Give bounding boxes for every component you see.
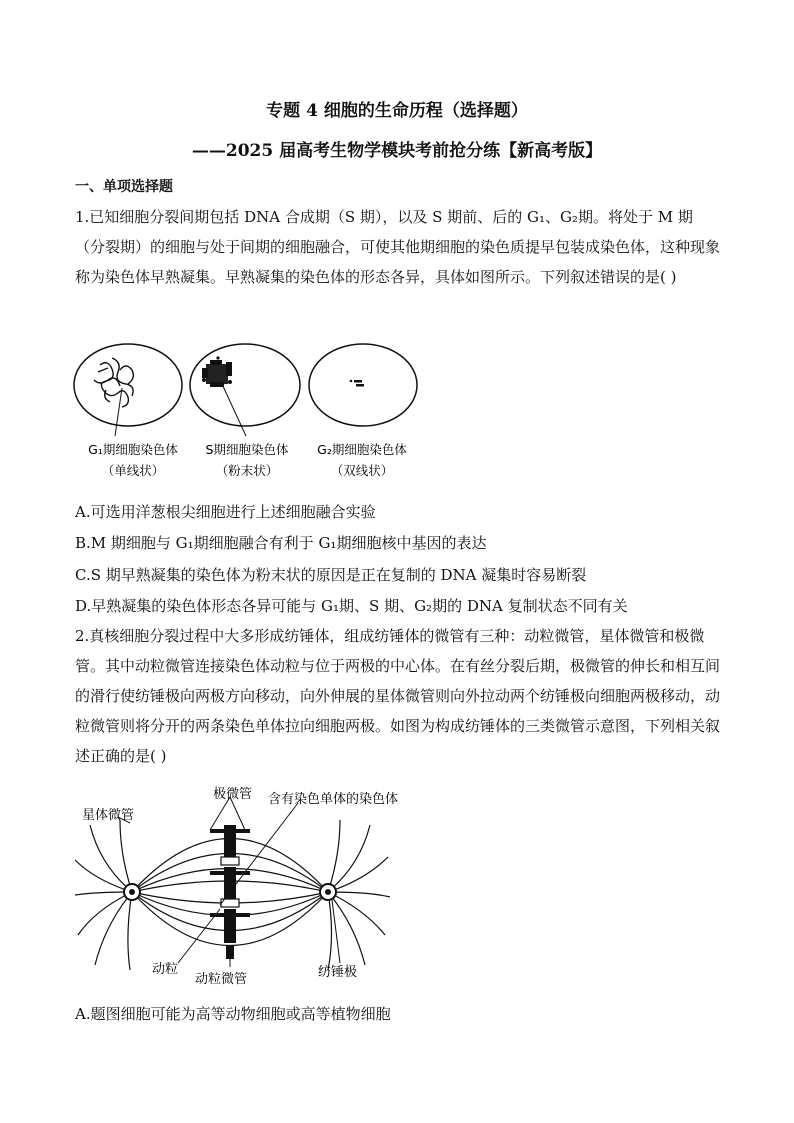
kinetochore-label: 动粒 bbox=[152, 962, 179, 977]
polar-microtubule-label: 极微管 bbox=[213, 787, 253, 802]
g2-chromosome-doubles bbox=[350, 380, 364, 387]
g1-chromosome-threads bbox=[94, 358, 133, 407]
g1-caption-sub: （单线状） bbox=[101, 463, 165, 478]
spindle-pole-label: 纺锤极 bbox=[318, 965, 358, 980]
q1-option-b: B.M 期细胞与 G₁期细胞融合有利于 G₁期细胞核中基因的表达 bbox=[75, 534, 487, 552]
kinetochore-microtubule-label: 动粒微管 bbox=[195, 972, 248, 987]
spindle-figure bbox=[70, 785, 470, 995]
section-heading: 一、单项选择题 bbox=[75, 179, 173, 195]
q1-option-c: C.S 期早熟凝集的染色体为粉末状的原因是正在复制的 DNA 凝集时容易断裂 bbox=[75, 566, 587, 584]
s-caption-sub: （粉末状） bbox=[215, 463, 279, 478]
s-caption: S期细胞染色体 bbox=[205, 442, 289, 457]
chromosome-label: 含有染色单体的染色体 bbox=[268, 792, 399, 807]
q1-option-d: D.早熟凝集的染色体形态各异可能与 G₁期、S 期、G₂期的 DNA 复制状态不同有关 bbox=[75, 597, 628, 615]
question-2-stem: 2.真核细胞分裂过程中大多形成纺锤体，组成纺锤体的微管有三种：动粒微管，星体微管和极微管。其中动粒微管连接染色体动粒与位于两极的中心体。在有丝分裂后期，极微管的伸长和相互间的滑行使纺锤极向两极方向移动，向外伸展的星体微管则向外拉动两个纺锤极向细胞两极移动，动粒微管则将分开的两条染色单体拉向细胞两极。如图为构成纺锤体的三类微管示意图，下列相关叙述正确的是( ) bbox=[75, 627, 721, 765]
s-chromosome-powder bbox=[202, 356, 232, 387]
astral-microtubule-label: 星体微管 bbox=[82, 808, 135, 823]
g2-caption-sub: （双线状） bbox=[330, 463, 394, 478]
g1-caption: G₁期细胞染色体 bbox=[88, 442, 178, 457]
question-1-stem: 1.已知细胞分裂间期包括 DNA 合成期（S 期），以及 S 期前、后的 G₁、G₂期。将处于 M 期（分裂期）的细胞与处于间期的细胞融合，可使其他期细胞的染色质提早包装成染色体，这种现象称为染色体早熟凝集。早熟凝集的染色体的形态各异，具体如图所示。下列叙述错误的是( ) bbox=[75, 208, 721, 286]
g2-caption: G₂期细胞染色体 bbox=[317, 442, 407, 457]
page-title: 专题 4 细胞的生命历程（选择题） bbox=[266, 101, 528, 121]
q2-option-a: A.题图细胞可能为高等动物细胞或高等植物细胞 bbox=[75, 1005, 391, 1023]
q1-option-a: A.可选用洋葱根尖细胞进行上述细胞融合实验 bbox=[75, 503, 376, 521]
page-subtitle: ——2025 届高考生物学模块考前抢分练【新高考版】 bbox=[191, 141, 603, 161]
cell-fusion-figure bbox=[70, 340, 420, 490]
s-cell-ellipse bbox=[190, 344, 300, 426]
